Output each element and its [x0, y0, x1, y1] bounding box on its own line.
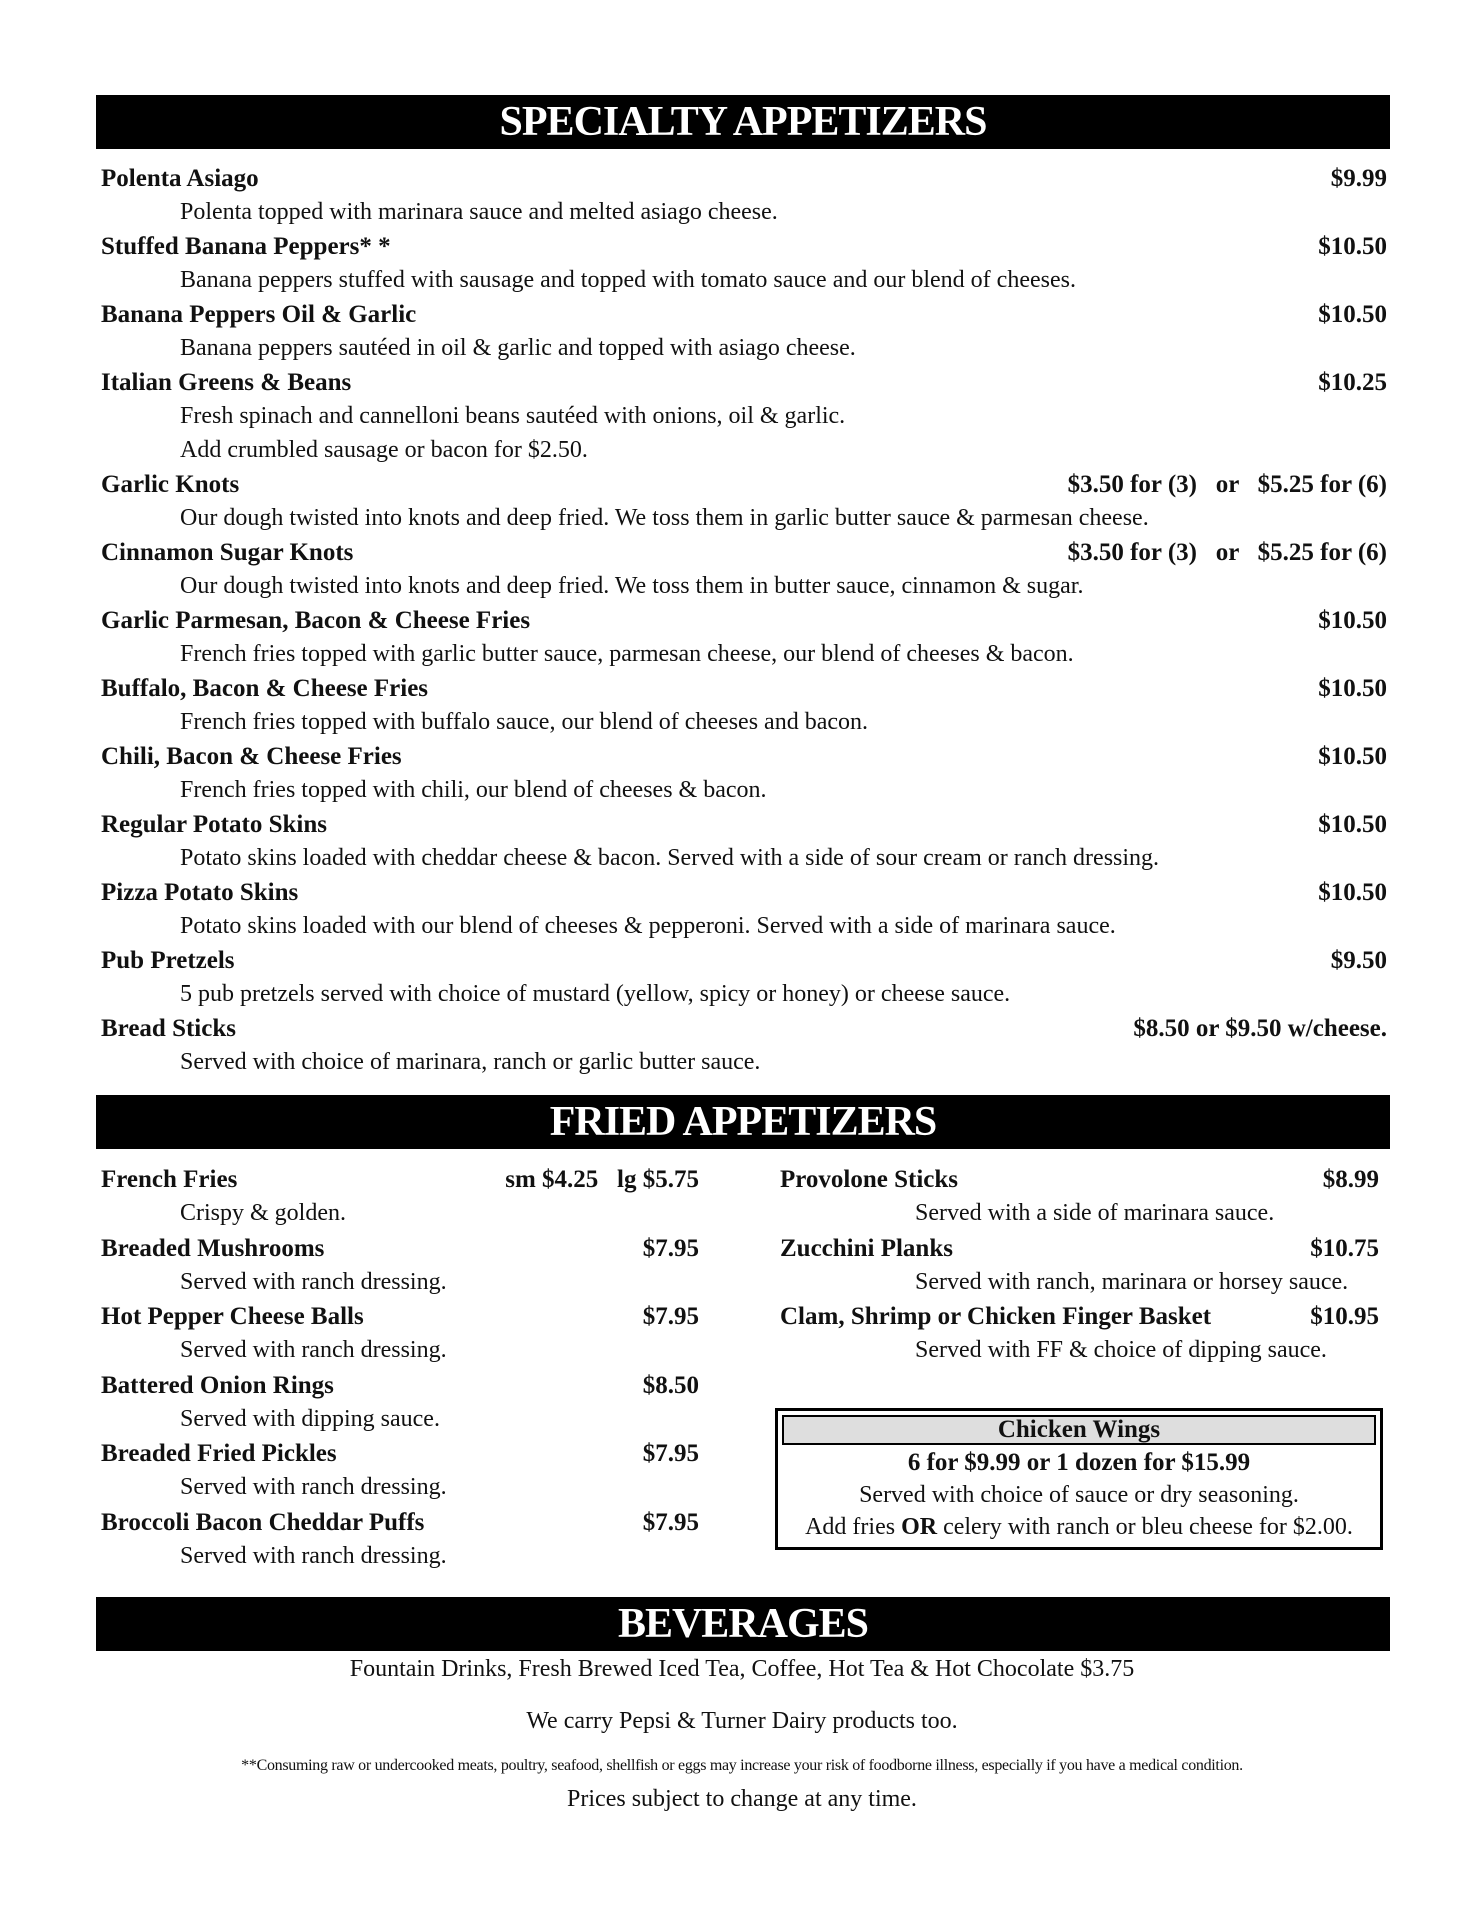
fried-item-name: Broccoli Bacon Cheddar Puffs [101, 1508, 425, 1536]
fried-item-description: Served with ranch, marinara or horsey sauce. [915, 1268, 1349, 1295]
beverages-header: BEVERAGES [96, 1597, 1390, 1651]
item-name: Regular Potato Skins [101, 811, 327, 838]
item-price: $10.50 [1318, 233, 1387, 260]
specialty-item [101, 539, 1387, 571]
item-price: $3.50 for (3) or $5.25 for (6) [1067, 539, 1387, 566]
addon-text-post: celery with ranch or bleu cheese for $2.00. [937, 1514, 1353, 1540]
item-name: Pizza Potato Skins [101, 879, 299, 906]
fried-item-description: Served with ranch dressing. [180, 1268, 447, 1295]
item-name: Polenta Asiago [101, 165, 259, 192]
fried-item-description: Served with dipping sauce. [180, 1405, 440, 1432]
fried-item-price: $7.95 [642, 1440, 699, 1467]
specialty-header: SPECIALTY APPETIZERS [96, 95, 1390, 149]
item-description: Our dough twisted into knots and deep fried. We toss them in butter sauce, cinnamon & sugar. [180, 573, 1084, 599]
specialty-item [101, 879, 1387, 911]
item-name: Italian Greens & Beans [101, 369, 352, 396]
disclaimer: **Consuming raw or undercooked meats, poultry, seafood, shellfish or eggs may increase your risk of foodborne illness, especially if you have a medical condition. [241, 1757, 1243, 1774]
fried-item-name: Battered Onion Rings [101, 1371, 334, 1399]
item-price: $3.50 for (3) or $5.25 for (6) [1067, 471, 1387, 498]
chicken-wings-title: Chicken Wings [782, 1415, 1376, 1445]
specialty-item [101, 947, 1387, 979]
fried-item-description: Served with ranch dressing. [180, 1474, 447, 1500]
item-price: $9.99 [1330, 165, 1387, 192]
beverages-line: Fountain Drinks, Fresh Brewed Iced Tea, Coffee, Hot Tea & Hot Chocolate $3.75 [349, 1656, 1135, 1682]
item-description: Served with choice of marinara, ranch or garlic butter sauce. [180, 1049, 761, 1075]
item-name: Stuffed Banana Peppers* * [101, 233, 391, 260]
fried-item-price: $10.95 [1310, 1303, 1379, 1330]
item-description: French fries topped with chili, our blend of cheeses & bacon. [180, 777, 767, 803]
chicken-wings-addon [778, 1514, 1380, 1541]
fried-item-name: Clam, Shrimp or Chicken Finger Basket [780, 1303, 1212, 1330]
fried-item-name: Hot Pepper Cheese Balls [101, 1303, 364, 1330]
item-price: $9.50 [1330, 947, 1387, 974]
item-price: $8.50 or $9.50 w/cheese. [1133, 1015, 1387, 1042]
chicken-wings-price: 6 for $9.99 or 1 dozen for $15.99 [907, 1449, 1251, 1476]
fried-item-name: French Fries [101, 1166, 238, 1193]
item-name: Chili, Bacon & Cheese Fries [101, 743, 402, 770]
specialty-item [101, 165, 1387, 197]
item-description: Our dough twisted into knots and deep fried. We toss them in garlic butter sauce & parmesan cheese. [180, 505, 1149, 531]
item-price: $10.50 [1318, 811, 1387, 838]
item-name: Garlic Parmesan, Bacon & Cheese Fries [101, 607, 531, 634]
item-description: French fries topped with garlic butter sauce, parmesan cheese, our blend of cheeses & bacon. [180, 641, 1074, 667]
fried-item-name: Zucchini Planks [780, 1234, 953, 1262]
addon-text-pre: Add fries [805, 1514, 902, 1540]
item-price: $10.50 [1318, 879, 1387, 906]
fried-item-price: $7.95 [642, 1508, 699, 1536]
addon-or: OR [901, 1514, 938, 1540]
item-price: $10.50 [1318, 743, 1387, 770]
item-price: $10.50 [1318, 675, 1387, 702]
item-description: 5 pub pretzels served with choice of mustard (yellow, spicy or honey) or cheese sauce. [180, 981, 1011, 1007]
fried-item-description: Crispy & golden. [180, 1200, 346, 1226]
fried-item-description: Served with ranch dressing. [180, 1542, 447, 1569]
fried-item-price: $8.50 [642, 1371, 699, 1399]
item-description: Potato skins loaded with cheddar cheese & bacon. Served with a side of sour cream or ranch dressing. [180, 845, 1160, 871]
specialty-item [101, 607, 1387, 639]
fried-item-name: Breaded Fried Pickles [101, 1440, 337, 1467]
specialty-item [101, 369, 1387, 401]
fried-item-description: Served with ranch dressing. [180, 1337, 447, 1363]
fried-item-price: $10.75 [1310, 1234, 1379, 1262]
item-name: Bread Sticks [101, 1015, 236, 1042]
item-name: Pub Pretzels [101, 947, 235, 974]
fried-item-price: $7.95 [642, 1234, 699, 1262]
item-price: $10.25 [1318, 369, 1387, 396]
specialty-item [101, 1015, 1387, 1047]
fried-header: FRIED APPETIZERS [96, 1095, 1390, 1149]
fried-item-description: Served with a side of marinara sauce. [915, 1200, 1275, 1226]
fried-item-name: Provolone Sticks [780, 1166, 959, 1193]
specialty-item [101, 811, 1387, 843]
fried-item-price: $8.99 [1322, 1166, 1379, 1193]
specialty-item [101, 675, 1387, 707]
chicken-wings-desc: Served with choice of sauce or dry seasoning. [859, 1482, 1299, 1508]
item-name: Garlic Knots [101, 471, 240, 498]
item-price: $10.50 [1318, 607, 1387, 634]
item-description-extra: Add crumbled sausage or bacon for $2.50. [180, 437, 588, 463]
fried-item-name: Breaded Mushrooms [101, 1234, 325, 1262]
item-name: Cinnamon Sugar Knots [101, 539, 354, 566]
prices-note: Prices subject to change at any time. [567, 1786, 917, 1812]
specialty-item [101, 471, 1387, 503]
item-description: Polenta topped with marinara sauce and melted asiago cheese. [180, 199, 778, 225]
item-name: Banana Peppers Oil & Garlic [101, 301, 417, 328]
item-description: Banana peppers sautéed in oil & garlic and topped with asiago cheese. [180, 335, 856, 361]
fried-item-description: Served with FF & choice of dipping sauce. [915, 1337, 1327, 1363]
chicken-wings-box [775, 1408, 1383, 1550]
item-description: French fries topped with buffalo sauce, our blend of cheeses and bacon. [180, 709, 868, 735]
fried-item-price: $7.95 [642, 1303, 699, 1330]
item-description: Potato skins loaded with our blend of cheeses & pepperoni. Served with a side of marinara sauce. [180, 913, 1116, 939]
beverages-note: We carry Pepsi & Turner Dairy products too. [526, 1708, 958, 1734]
item-description: Banana peppers stuffed with sausage and topped with tomato sauce and our blend of cheeses. [180, 267, 1076, 293]
specialty-item [101, 743, 1387, 775]
fried-item-price: sm $4.25 lg $5.75 [505, 1166, 699, 1193]
specialty-item [101, 301, 1387, 333]
item-description: Fresh spinach and cannelloni beans sautéed with onions, oil & garlic. [180, 403, 846, 429]
specialty-item [101, 233, 1387, 265]
item-name: Buffalo, Bacon & Cheese Fries [101, 675, 429, 702]
item-price: $10.50 [1318, 301, 1387, 328]
